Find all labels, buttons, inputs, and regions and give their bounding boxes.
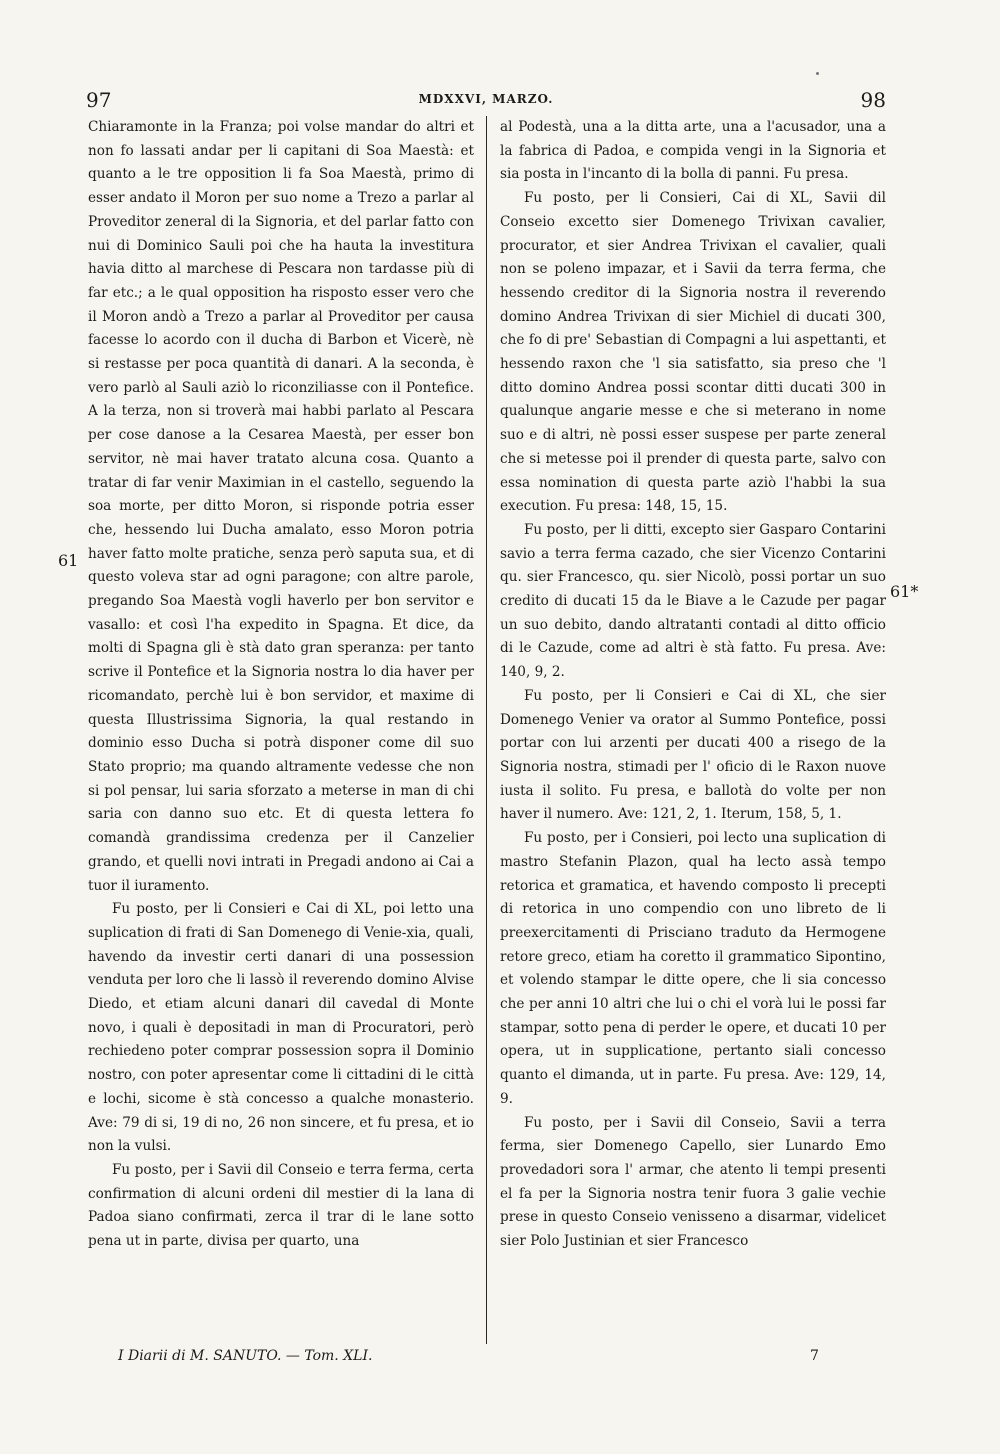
running-title: MDXXVI, MARZO. xyxy=(418,92,554,106)
paper-speck xyxy=(816,72,819,75)
right-paragraph-1: al Podestà, una a la ditta arte, una a l'acusador, una a la fabrica di Padoa, e compida vengi in la Signoria et sia posta in l'incanto di la bolla di panni. Fu presa. xyxy=(500,119,886,183)
page-number-right: 98 xyxy=(860,88,886,112)
footer-citation: I Diarii di M. SANUTO. — Tom. XLI. xyxy=(118,1348,373,1364)
right-column xyxy=(500,116,886,1254)
margin-number-right: 61* xyxy=(890,582,919,601)
page-footer xyxy=(88,1348,888,1372)
page-number-left: 97 xyxy=(86,88,112,112)
right-paragraph-3: Fu posto, per li ditti, excepto sier Gasparo Contarini savio a terra ferma cazado, che sier Vicenzo Contarini qu. sier Francesco, qu. sier Nicolò, possi portar un suo credito di ducati 15 da le Biave a le Cazude per pagar un suo debito, dando altratanti contadi al ditto officio di le Cazude, come ad altri è stà fatto. Fu presa. Ave: 140, 9, 2. xyxy=(500,521,886,681)
column-divider xyxy=(486,116,487,1344)
signature-mark: 7 xyxy=(810,1348,819,1364)
left-column xyxy=(88,116,474,1254)
right-paragraph-4: Fu posto, per li Consieri e Cai di XL, che sier Domenego Venier va orator al Summo Pontefice, possi portar con lui arzenti per ducati 400 a risego de la Signoria nostra, stimadi per l' oficio di le Raxon nuove iusta il solito. Fu presa, e ballotà do volte per non haver il numero. Ave: 121, 2, 1. Iterum, 158, 5, 1. xyxy=(500,687,886,823)
left-paragraph-3: Fu posto, per i Savii dil Conseio e terra ferma, certa confirmation di alcuni ordeni dil mestier di la lana di Padoa siano confirmati, zerca il trar di le lane sotto pena ut in parte, divisa per quarto, una xyxy=(88,1161,474,1250)
right-paragraph-6: Fu posto, per i Savii dil Conseio, Savii a terra ferma, sier Domenego Capello, sier Lunardo Emo provedadori sora l' armar, che atento li tempi presenti el fa per la Signoria nostra tenir fuora 3 galie vechie prese in questo Conseio venisseno a disarmar, videlicet sier Polo Justinian et sier Francesco xyxy=(500,1114,886,1250)
margin-number-left: 61 xyxy=(58,551,79,570)
right-paragraph-5: Fu posto, per i Consieri, poi lecto una suplication di mastro Stefanin Plazon, qual ha lecto assà tempo retorica et gramatica, et havendo composto li precepti di retorica in uno compendio con uno libreto de li preexercitamenti di Prisciano traduto da Hermogene retore greco, etiam ha coretto il grammatico Sipontino, et volendo stampar le ditte opere, che li sia concesso che per anni 10 altri che lui o chi el vorà lui le possi far stampar, sotto pena di perder le opere, et ducati 10 per opera, ut in supplicatione, pertanto siali concesso quanto el dimanda, ut in parte. Fu presa. Ave: 129, 14, 9. xyxy=(500,830,886,1107)
left-paragraph-1: Chiaramonte in la Franza; poi volse mandar do altri et non fo lassati andar per li capitani di Soa Maestà: et quanto a le tre opposition li fa Soa Maestà, primo di esser andato il Moron per suo nome a Trezo a parlar al Proveditor zeneral di la Signoria, et del parlar fatto con nui di Dominico Sauli poi che ha hauta la investitura havia ditto al marchese di Pescara non tardasse più di far etc.; a le qual opposition ha risposto esser vero che il Moron andò a Trezo a parlar al Proveditor per causa facesse lo acordo con il ducha di Barbon et Vicerè, nè si restasse per poca quantità di danari. A la seconda, è vero parlò al Sauli aziò lo riconziliasse con il Pontefice. A la terza, non si troverà mai habbi parlato al Pescara per cose danose a la Cesarea Maestà, per esser bon servitor, nè mai haver tratato alcuna cosa. Quanto a tratar di far venir Maximian in el castello, seguendo la soa morte, per ditto Moron, si risponde potria esser che, hessendo lui Ducha amalato, esso Moron potria haver fatto molte pratiche, senza però saputa sua, et di questo voleva star ad ogni paragone; con altre parole, pregando Soa Maestà vogli haverlo per bon servitor e vasallo: et così l'ha expedito in Spagna. Et dice, da molti di Spagna gli è stà dato gran speranza: per tanto scrive il Pontefice et la Signoria nostra lo dia haver per ricomandato, perchè lui è bon servidor, et maxime di questa Illustrissima Signoria, la qual restando in dominio esso Ducha si potrà disponer come dil suo Stato proprio; ma quando altramente vedesse che non si pol pensar, lui saria sforzato a meterse in man di chi saria con danno suo etc. Et di questa lettera fo comandà grandissima credenza per il Canzelier grando, et quelli novi intrati in Pregadi andono ai Cai a tuor il iuramento. xyxy=(88,119,474,894)
right-paragraph-2: Fu posto, per li Consieri, Cai di XL, Savii dil Conseio excetto sier Domenego Trivixan cavalier, procurator, et sier Andrea Trivixan el cavalier, quali non se poleno impazar, et i Savii da terra ferma, che hessendo creditor di la Signoria nostra il reverendo domino Andrea Trivixan di sier Michiel di ducati 300, che fo di pre' Sebastian di Compagni a lui aspettanti, et hessendo raxon che 'l sia satisfatto, sia preso che 'l ditto domino Andrea possi scontar ditti ducati 300 in qualunque angarie messe e che si meterano in nome suo e di altri, nè possi esser suspese per parte zeneral che si metesse poi il prender di questa parte, salvo con essa nomination di questa parte aziò l'habbi la sua execution. Fu presa: 148, 15, 15. xyxy=(500,190,886,515)
left-paragraph-2: Fu posto, per li Consieri e Cai di XL, poi letto una suplication di frati di San Domenego di Venie-xia, quali, havendo da investir certi danari di una possession venduta per loro che li lassò il reverendo domino Alvise Diedo, et etiam alcuni danari dil cavedal di Monte novo, i quali è depositadi in man di Procuratori, però rechiedeno poter comprar possession sopra il Dominio nostro, con poter apresentar come li cittadini di le città e lochi, sicome è stà concesso a qualche monasterio. Ave: 79 di si, 19 di no, 26 non sincere, et fu presa, et io non la vulsi. xyxy=(88,901,474,1155)
page-header xyxy=(86,88,886,112)
